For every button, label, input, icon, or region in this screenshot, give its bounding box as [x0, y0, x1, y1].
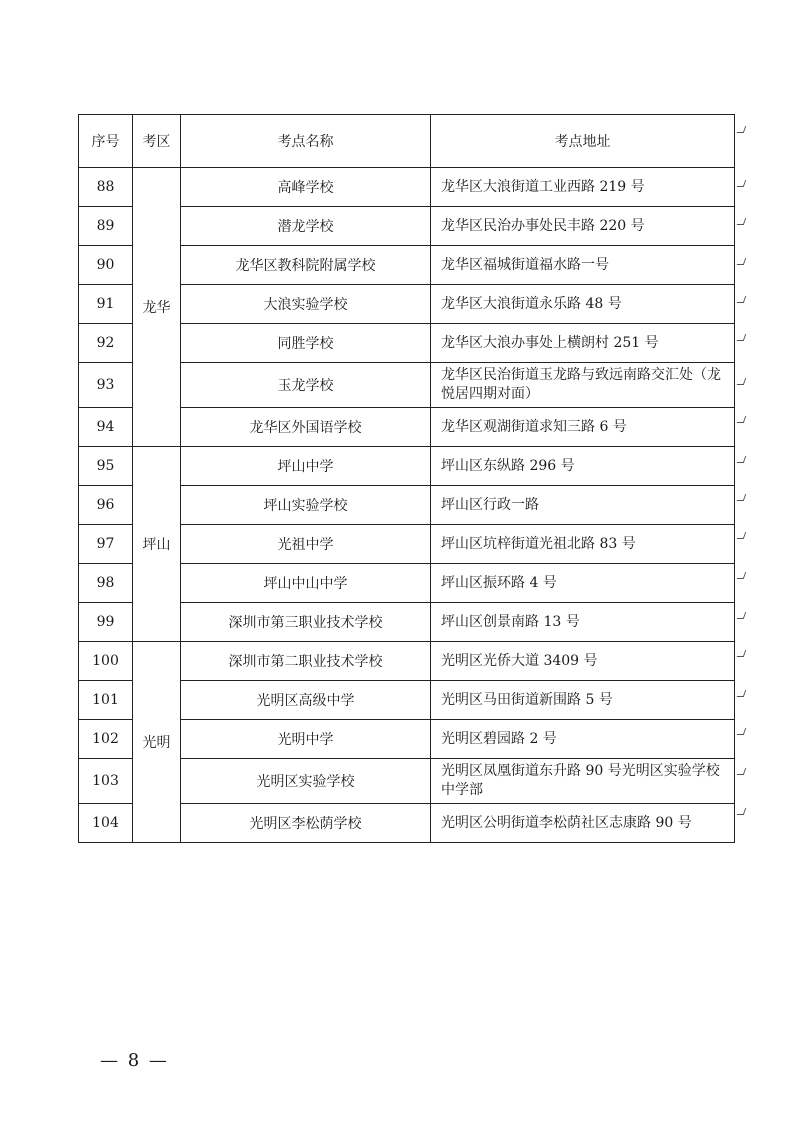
- row-no: 98: [79, 564, 133, 603]
- row-no: 91: [79, 285, 133, 324]
- row-no: 103: [79, 759, 133, 804]
- table-row: [79, 168, 735, 207]
- edge-return-mark: [737, 180, 747, 187]
- site-name: 坪山实验学校: [181, 486, 431, 525]
- edge-return-mark: [737, 768, 747, 775]
- district-cell: 光明: [133, 642, 181, 843]
- site-name: 坪山中山中学: [181, 564, 431, 603]
- site-address: 龙华区民治街道玉龙路与致远南路交汇处（龙悦居四期对面）: [431, 363, 735, 408]
- edge-return-mark: [737, 808, 747, 815]
- site-address: 坪山区坑梓街道光祖北路 83 号: [431, 525, 735, 564]
- site-name: 同胜学校: [181, 324, 431, 363]
- site-name: 龙华区外国语学校: [181, 408, 431, 447]
- site-name: 深圳市第二职业技术学校: [181, 642, 431, 681]
- row-no: 94: [79, 408, 133, 447]
- row-no: 89: [79, 207, 133, 246]
- row-no: 99: [79, 603, 133, 642]
- header-no: 序号: [79, 115, 133, 168]
- header-site-address: 考点地址: [431, 115, 735, 168]
- site-name: 光明中学: [181, 720, 431, 759]
- page-number: — 8 —: [100, 1050, 169, 1071]
- row-no: 92: [79, 324, 133, 363]
- header-row: [79, 115, 735, 168]
- site-address: 龙华区民治办事处民丰路 220 号: [431, 207, 735, 246]
- site-name: 高峰学校: [181, 168, 431, 207]
- edge-return-mark: [737, 126, 747, 133]
- district-cell: 坪山: [133, 447, 181, 642]
- row-no: 88: [79, 168, 133, 207]
- edge-return-mark: [737, 690, 747, 697]
- edge-return-mark: [737, 218, 747, 225]
- table-row: [79, 447, 735, 486]
- site-name: 深圳市第三职业技术学校: [181, 603, 431, 642]
- site-address: 龙华区大浪街道工业西路 219 号: [431, 168, 735, 207]
- row-no: 101: [79, 681, 133, 720]
- row-no: 95: [79, 447, 133, 486]
- site-name: 大浪实验学校: [181, 285, 431, 324]
- site-name: 潜龙学校: [181, 207, 431, 246]
- site-name: 光明区李松荫学校: [181, 804, 431, 843]
- row-no: 100: [79, 642, 133, 681]
- row-no: 96: [79, 486, 133, 525]
- row-no: 104: [79, 804, 133, 843]
- site-address: 光明区公明街道李松荫社区志康路 90 号: [431, 804, 735, 843]
- site-address: 光明区碧园路 2 号: [431, 720, 735, 759]
- edge-return-mark: [737, 572, 747, 579]
- header-district: 考区: [133, 115, 181, 168]
- row-no: 90: [79, 246, 133, 285]
- site-address: 坪山区创景南路 13 号: [431, 603, 735, 642]
- row-no: 97: [79, 525, 133, 564]
- edge-return-mark: [737, 728, 747, 735]
- edge-return-mark: [737, 258, 747, 265]
- site-address: 龙华区观湖街道求知三路 6 号: [431, 408, 735, 447]
- edge-return-mark: [737, 612, 747, 619]
- table-row: [79, 642, 735, 681]
- site-name: 玉龙学校: [181, 363, 431, 408]
- header-site-name: 考点名称: [181, 115, 431, 168]
- site-address: 坪山区行政一路: [431, 486, 735, 525]
- site-address: 光明区凤凰街道东升路 90 号光明区实验学校中学部: [431, 759, 735, 804]
- edge-return-mark: [737, 650, 747, 657]
- edge-return-mark: [737, 456, 747, 463]
- site-name: 坪山中学: [181, 447, 431, 486]
- row-no: 93: [79, 363, 133, 408]
- edge-return-mark: [737, 334, 747, 341]
- district-cell: 龙华: [133, 168, 181, 447]
- edge-return-mark: [737, 532, 747, 539]
- site-address: 龙华区大浪街道永乐路 48 号: [431, 285, 735, 324]
- site-name: 龙华区教科院附属学校: [181, 246, 431, 285]
- site-address: 龙华区大浪办事处上横朗村 251 号: [431, 324, 735, 363]
- row-no: 102: [79, 720, 133, 759]
- site-name: 光明区实验学校: [181, 759, 431, 804]
- site-address: 坪山区振环路 4 号: [431, 564, 735, 603]
- edge-return-mark: [737, 296, 747, 303]
- edge-return-mark: [737, 494, 747, 501]
- exam-sites-table: [78, 114, 735, 843]
- edge-return-mark: [737, 378, 747, 385]
- site-address: 坪山区东纵路 296 号: [431, 447, 735, 486]
- site-address: 龙华区福城街道福水路一号: [431, 246, 735, 285]
- edge-return-mark: [737, 416, 747, 423]
- site-name: 光祖中学: [181, 525, 431, 564]
- site-address: 光明区马田街道新围路 5 号: [431, 681, 735, 720]
- site-address: 光明区光侨大道 3409 号: [431, 642, 735, 681]
- site-name: 光明区高级中学: [181, 681, 431, 720]
